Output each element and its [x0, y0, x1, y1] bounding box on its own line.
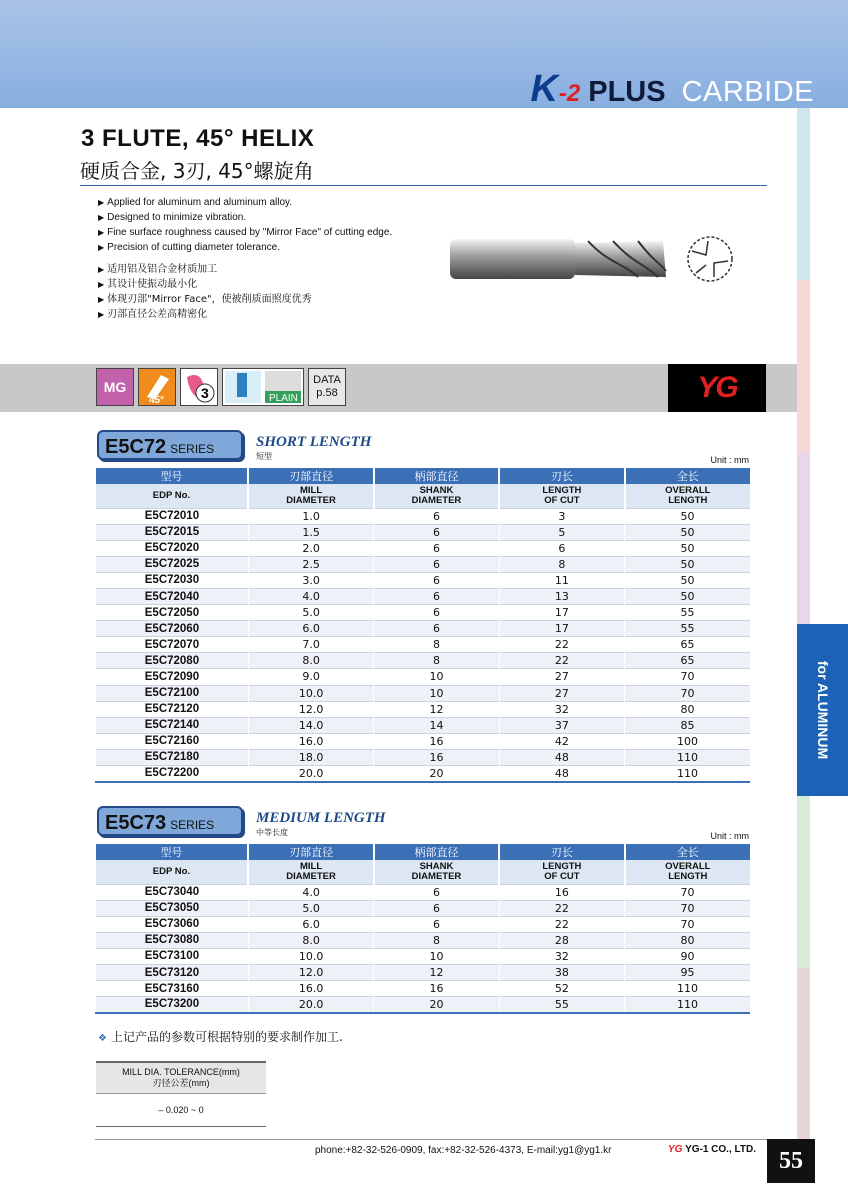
- brand-dash: -2: [558, 80, 581, 107]
- edp-no-cell: E5C72160: [96, 733, 249, 749]
- shank-diameter-cell: 6: [374, 508, 499, 524]
- shank-diameter-cell: 16: [374, 981, 499, 997]
- overall-length-cell: 50: [625, 540, 750, 556]
- col-header-en: LENGTH OF CUT: [499, 860, 624, 884]
- brand-carbide: CARBIDE: [681, 76, 814, 108]
- col-header: 全长: [625, 468, 750, 484]
- mill-diameter-cell: 5.0: [248, 900, 373, 916]
- header-row-en: [96, 484, 751, 508]
- overall-length-cell: 90: [625, 948, 750, 964]
- series-word: SERIES: [170, 818, 215, 832]
- length-of-cut-cell: 8: [499, 556, 624, 572]
- overall-length-cell: 95: [625, 964, 750, 980]
- mill-diameter-cell: 6.0: [248, 621, 373, 637]
- flute-count-icon: [180, 368, 218, 406]
- shank-diameter-cell: 6: [374, 900, 499, 916]
- table-row: [96, 766, 751, 782]
- col-header-en: LENGTH OF CUT: [499, 484, 624, 508]
- table-row: [96, 948, 751, 964]
- brand-logo: [530, 68, 814, 111]
- col-header: 柄部直径: [374, 468, 499, 484]
- edp-no-cell: E5C73060: [96, 916, 249, 932]
- shank-diameter-cell: 6: [374, 556, 499, 572]
- col-header: 柄部直径: [374, 844, 499, 860]
- flute-glyph-icon: [181, 369, 217, 405]
- strip-pink: [797, 280, 810, 452]
- mill-diameter-cell: 4.0: [248, 884, 373, 900]
- length-of-cut-cell: 17: [499, 621, 624, 637]
- svg-text:3: 3: [201, 385, 209, 401]
- overall-length-cell: 55: [625, 605, 750, 621]
- length-of-cut-cell: 17: [499, 605, 624, 621]
- page-title: 3 FLUTE, 45° HELIX: [81, 125, 315, 152]
- mill-diameter-cell: 12.0: [248, 701, 373, 717]
- overall-length-cell: 50: [625, 508, 750, 524]
- feature-item: ▶ Designed to minimize vibration.: [98, 210, 392, 225]
- overall-length-cell: 70: [625, 916, 750, 932]
- overall-length-cell: 70: [625, 685, 750, 701]
- overall-length-cell: 110: [625, 749, 750, 765]
- feature-item: ▶ Precision of cutting diameter tolerance.: [98, 240, 392, 255]
- feature-item: ▶ Fine surface roughness caused by "Mirror Face" of cutting edge.: [98, 225, 392, 240]
- edp-no-cell: E5C73050: [96, 900, 249, 916]
- length-of-cut-cell: 55: [499, 997, 624, 1013]
- series-code: E5C73: [105, 812, 167, 834]
- shank-diameter-cell: 12: [374, 701, 499, 717]
- series-badge-e5c73: [97, 806, 243, 836]
- length-of-cut-cell: 52: [499, 981, 624, 997]
- edp-no-cell: E5C72020: [96, 540, 249, 556]
- edp-no-cell: E5C72060: [96, 621, 249, 637]
- shank-diameter-cell: 6: [374, 621, 499, 637]
- tolerance-table: [96, 1061, 266, 1127]
- edp-no-cell: E5C73120: [96, 964, 249, 980]
- col-header: 刃部直径: [248, 844, 373, 860]
- mill-diameter-cell: 10.0: [248, 685, 373, 701]
- mill-diameter-cell: 4.0: [248, 588, 373, 604]
- shank-diameter-cell: 6: [374, 605, 499, 621]
- feature-item-cn: ▶ 刃部直径公差高精密化: [98, 307, 312, 322]
- note-bullet-icon: ❖: [98, 1033, 107, 1044]
- edp-no-cell: E5C72080: [96, 653, 249, 669]
- col-header: 刃部直径: [248, 468, 373, 484]
- mill-diameter-cell: 18.0: [248, 749, 373, 765]
- edp-no-cell: E5C72050: [96, 605, 249, 621]
- length-of-cut-cell: 32: [499, 948, 624, 964]
- overall-length-cell: 70: [625, 669, 750, 685]
- shank-diameter-cell: 8: [374, 637, 499, 653]
- col-header-en: OVERALL LENGTH: [625, 860, 750, 884]
- shank-diameter-cell: 10: [374, 685, 499, 701]
- mill-diameter-cell: 20.0: [248, 997, 373, 1013]
- shank-diameter-cell: 10: [374, 948, 499, 964]
- table-row: [96, 653, 751, 669]
- length-of-cut-cell: 16: [499, 884, 624, 900]
- length-of-cut-cell: 28: [499, 932, 624, 948]
- overall-length-cell: 70: [625, 884, 750, 900]
- col-header-en: SHANK DIAMETER: [374, 860, 499, 884]
- svg-text:PLAIN: PLAIN: [269, 393, 298, 404]
- series-code: E5C72: [105, 436, 167, 458]
- table-row: [96, 540, 751, 556]
- edp-no-cell: E5C72025: [96, 556, 249, 572]
- shank-diameter-cell: 20: [374, 997, 499, 1013]
- unit-label: Unit : mm: [710, 455, 749, 465]
- col-header: 刃长: [499, 844, 624, 860]
- material-mg-icon: MG: [96, 368, 134, 406]
- shank-diameter-cell: 6: [374, 572, 499, 588]
- shank-type-icon: [222, 368, 304, 406]
- edp-no-cell: E5C73040: [96, 884, 249, 900]
- helix-angle-icon: [138, 368, 176, 406]
- shank-diameter-cell: 6: [374, 540, 499, 556]
- data-page: p.58: [316, 387, 338, 399]
- length-of-cut-cell: 6: [499, 540, 624, 556]
- strip-lilac: [797, 452, 810, 624]
- data-label: DATA: [313, 374, 341, 386]
- series-word: SERIES: [170, 442, 215, 456]
- mill-diameter-cell: 2.5: [248, 556, 373, 572]
- edp-no-cell: E5C72070: [96, 637, 249, 653]
- mill-diameter-cell: 2.0: [248, 540, 373, 556]
- edp-no-cell: E5C73200: [96, 997, 249, 1013]
- tolerance-value: – 0.020 ~ 0: [96, 1093, 266, 1127]
- overall-length-cell: 50: [625, 572, 750, 588]
- yg-logo: YG: [668, 364, 766, 412]
- col-header: 全长: [625, 844, 750, 860]
- header-row-cn: [96, 844, 751, 860]
- mill-diameter-cell: 3.0: [248, 572, 373, 588]
- mill-diameter-cell: 8.0: [248, 932, 373, 948]
- mill-diameter-cell: 20.0: [248, 766, 373, 782]
- overall-length-cell: 55: [625, 621, 750, 637]
- shank-diameter-cell: 20: [374, 766, 499, 782]
- table-row: [96, 749, 751, 765]
- table-row: [96, 964, 751, 980]
- feature-list-en: [98, 195, 392, 255]
- mill-diameter-cell: 7.0: [248, 637, 373, 653]
- edp-no-cell: E5C72100: [96, 685, 249, 701]
- footer-contact: phone:+82-32-526-0909, fax:+82-32-526-4373, E-mail:yg1@yg1.kr: [315, 1145, 612, 1156]
- data-reference-icon[interactable]: [308, 368, 346, 406]
- spec-table-e5c73: [95, 844, 750, 1014]
- page-number: 55: [767, 1139, 815, 1183]
- edp-no-cell: E5C72010: [96, 508, 249, 524]
- length-of-cut-cell: 38: [499, 964, 624, 980]
- edp-no-cell: E5C72200: [96, 766, 249, 782]
- length-of-cut-cell: 22: [499, 653, 624, 669]
- overall-length-cell: 80: [625, 932, 750, 948]
- table-row: [96, 637, 751, 653]
- col-header-en: MILL DIAMETER: [248, 860, 373, 884]
- mill-diameter-cell: 6.0: [248, 916, 373, 932]
- series-title: MEDIUM LENGTH: [256, 810, 386, 826]
- length-of-cut-cell: 22: [499, 637, 624, 653]
- overall-length-cell: 110: [625, 981, 750, 997]
- feature-item-cn: ▶ 适用铝及铝合金材质加工: [98, 262, 312, 277]
- tolerance-header: [96, 1061, 266, 1093]
- length-of-cut-cell: 32: [499, 701, 624, 717]
- length-of-cut-cell: 27: [499, 669, 624, 685]
- edp-no-cell: E5C73100: [96, 948, 249, 964]
- feature-item-cn: ▶ 体现刃部"Mirror Face"，使被削质面照度优秀: [98, 292, 312, 307]
- table-row: [96, 508, 751, 524]
- mill-diameter-cell: 1.5: [248, 524, 373, 540]
- edp-no-cell: E5C72180: [96, 749, 249, 765]
- length-of-cut-cell: 22: [499, 916, 624, 932]
- table-row: [96, 621, 751, 637]
- mill-diameter-cell: 16.0: [248, 733, 373, 749]
- side-tab-label: for ALUMINUM: [814, 660, 831, 760]
- mill-diameter-cell: 16.0: [248, 981, 373, 997]
- col-header: 型号: [96, 844, 249, 860]
- overall-length-cell: 110: [625, 766, 750, 782]
- shank-diameter-cell: 10: [374, 669, 499, 685]
- table-row: [96, 669, 751, 685]
- footer-yg-logo: YG: [668, 1144, 683, 1155]
- shank-diameter-cell: 6: [374, 916, 499, 932]
- length-of-cut-cell: 13: [499, 588, 624, 604]
- mill-diameter-cell: 10.0: [248, 948, 373, 964]
- table-row: [96, 900, 751, 916]
- overall-length-cell: 110: [625, 997, 750, 1013]
- edp-no-cell: E5C72015: [96, 524, 249, 540]
- table-row: [96, 932, 751, 948]
- table-row: [96, 981, 751, 997]
- length-of-cut-cell: 5: [499, 524, 624, 540]
- col-header: 刃长: [499, 468, 624, 484]
- table-row: [96, 556, 751, 572]
- table-row: [96, 588, 751, 604]
- tolerance-header-cn: 刃径公差(mm): [152, 1078, 210, 1088]
- shank-diameter-cell: 8: [374, 932, 499, 948]
- brand-plus: PLUS: [588, 76, 666, 108]
- feature-item-cn: ▶ 其设计使振动最小化: [98, 277, 312, 292]
- spec-table-e5c72: [95, 468, 750, 783]
- shank-diameter-cell: 14: [374, 717, 499, 733]
- length-of-cut-cell: 48: [499, 766, 624, 782]
- edp-no-cell: E5C72120: [96, 701, 249, 717]
- length-of-cut-cell: 11: [499, 572, 624, 588]
- col-header: 型号: [96, 468, 249, 484]
- edp-no-cell: E5C72140: [96, 717, 249, 733]
- overall-length-cell: 50: [625, 524, 750, 540]
- edp-no-cell: E5C73080: [96, 932, 249, 948]
- tolerance-header-en: MILL DIA. TOLERANCE(mm): [122, 1067, 240, 1077]
- helix-glyph-icon: [139, 369, 175, 405]
- shank-diameter-cell: 16: [374, 749, 499, 765]
- header-row-en: [96, 860, 751, 884]
- feature-list-cn: [98, 262, 312, 322]
- overall-length-cell: 65: [625, 637, 750, 653]
- shank-diameter-cell: 6: [374, 524, 499, 540]
- edp-no-cell: E5C73160: [96, 981, 249, 997]
- unit-label: Unit : mm: [710, 831, 749, 841]
- edp-no-cell: E5C72040: [96, 588, 249, 604]
- length-of-cut-cell: 42: [499, 733, 624, 749]
- edp-no-cell: E5C72030: [96, 572, 249, 588]
- table-body: [96, 508, 751, 782]
- col-header-en: SHANK DIAMETER: [374, 484, 499, 508]
- series-subtitle: 短型: [256, 452, 272, 461]
- mill-diameter-cell: 1.0: [248, 508, 373, 524]
- mill-diameter-cell: 5.0: [248, 605, 373, 621]
- table-row: [96, 572, 751, 588]
- svg-text:45°: 45°: [149, 395, 165, 405]
- strip-rose: [797, 968, 810, 1140]
- footer-divider: [95, 1139, 767, 1140]
- brand-k: K: [530, 68, 557, 110]
- shank-diameter-cell: 6: [374, 884, 499, 900]
- note-text: 上记产品的参数可根据特别的要求制作加工.: [110, 1030, 343, 1044]
- length-of-cut-cell: 3: [499, 508, 624, 524]
- feature-item: ▶ Applied for aluminum and aluminum alloy.: [98, 195, 392, 210]
- shank-diameter-cell: 6: [374, 588, 499, 604]
- mill-diameter-cell: 14.0: [248, 717, 373, 733]
- overall-length-cell: 50: [625, 556, 750, 572]
- table-row: [96, 884, 751, 900]
- length-of-cut-cell: 22: [499, 900, 624, 916]
- table-row: [96, 916, 751, 932]
- edp-no-cell: E5C72090: [96, 669, 249, 685]
- mill-diameter-cell: 9.0: [248, 669, 373, 685]
- length-of-cut-cell: 48: [499, 749, 624, 765]
- table-row: [96, 997, 751, 1013]
- length-of-cut-cell: 27: [499, 685, 624, 701]
- table-row: [96, 717, 751, 733]
- page-title-cn: 硬质合金, 3刃, 45°螺旋角: [80, 159, 314, 183]
- col-header-en: EDP No.: [96, 860, 249, 884]
- title-divider: [80, 185, 767, 186]
- col-header-en: EDP No.: [96, 484, 249, 508]
- shank-diameter-cell: 16: [374, 733, 499, 749]
- col-header-en: MILL DIAMETER: [248, 484, 373, 508]
- shank-diameter-cell: 8: [374, 653, 499, 669]
- overall-length-cell: 50: [625, 588, 750, 604]
- overall-length-cell: 65: [625, 653, 750, 669]
- mill-diameter-cell: 8.0: [248, 653, 373, 669]
- col-header-en: OVERALL LENGTH: [625, 484, 750, 508]
- table-row: [96, 733, 751, 749]
- strip-green: [797, 796, 810, 968]
- end-mill-drawing: [448, 233, 748, 285]
- overall-length-cell: 100: [625, 733, 750, 749]
- length-of-cut-cell: 37: [499, 717, 624, 733]
- strip-blue: [797, 108, 810, 280]
- table-row: [96, 524, 751, 540]
- table-body: [96, 884, 751, 1013]
- shank-diameter-cell: 12: [374, 964, 499, 980]
- shank-glyph-icon: [223, 369, 303, 405]
- side-tab-aluminum[interactable]: [797, 624, 848, 796]
- mill-diameter-cell: 12.0: [248, 964, 373, 980]
- overall-length-cell: 70: [625, 900, 750, 916]
- table-row: [96, 701, 751, 717]
- table-row: [96, 685, 751, 701]
- overall-length-cell: 80: [625, 701, 750, 717]
- custom-note: [98, 1028, 343, 1045]
- footer-company-name: YG-1 CO., LTD.: [685, 1144, 756, 1155]
- overall-length-cell: 85: [625, 717, 750, 733]
- series-subtitle: 中等长度: [256, 828, 288, 837]
- header-row-cn: [96, 468, 751, 484]
- series-title: SHORT LENGTH: [256, 434, 372, 450]
- table-row: [96, 605, 751, 621]
- footer-company: [668, 1144, 756, 1155]
- series-badge-e5c72: [97, 430, 243, 460]
